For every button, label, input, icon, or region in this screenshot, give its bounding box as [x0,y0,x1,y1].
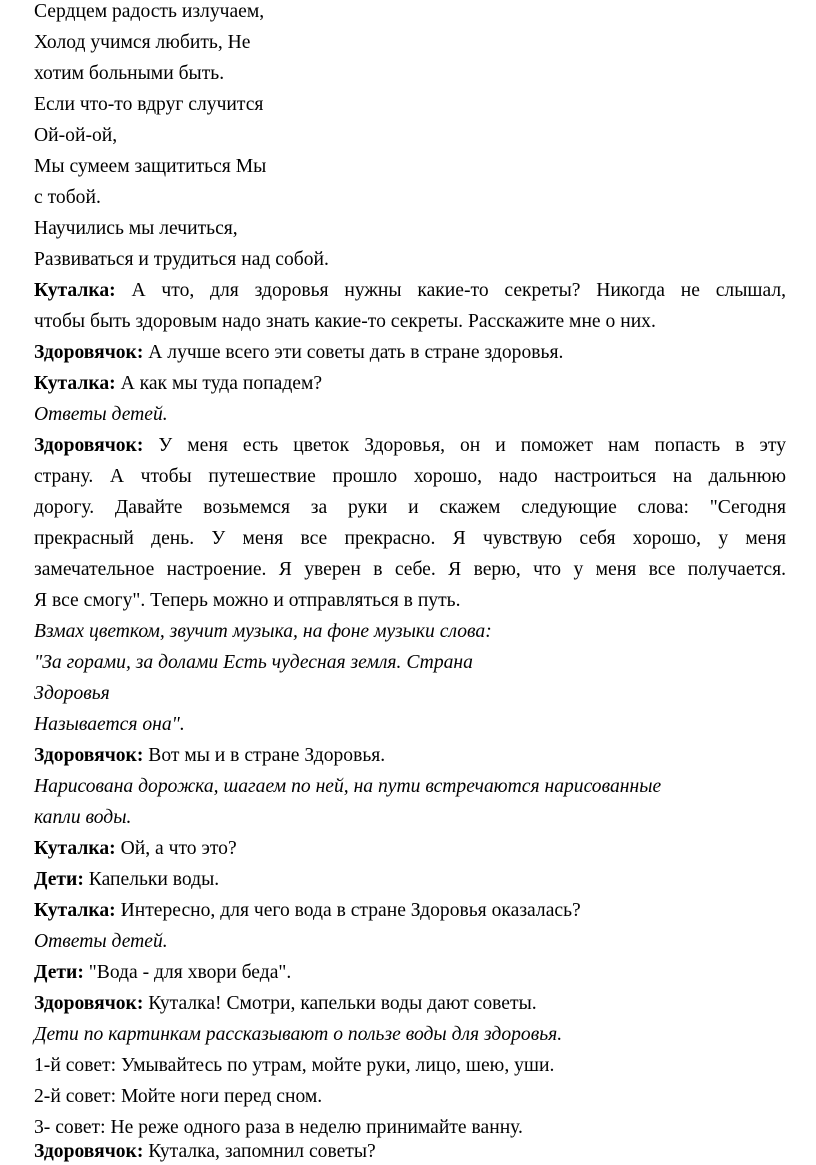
stage-direction: Нарисована дорожка, шагаем по ней, на пути встречаются нарисованные [34,776,662,797]
stage-direction: Здоровья [34,683,110,704]
dialogue-line: Здоровячок: Куталка, запомнил советы? [34,1141,376,1162]
speaker-name: Здоровячок: [34,435,144,456]
poem-line: Холод учимся любить, Не [34,32,251,53]
advice-line: 1-й совет: Умывайтесь по утрам, мойте руки, лицо, шею, уши. [34,1055,555,1076]
text-line: замечательное настроение. Я уверен в себе. Я верю, что у меня все получается. [34,559,786,580]
speaker-name: Здоровячок: [34,745,144,766]
stage-direction: Ответы детей. [34,404,168,425]
text-line: страну. А чтобы путешествие прошло хорошо, надо настроиться на дальнюю [34,466,786,487]
dialogue-line: Дети: Капельки воды. [34,869,220,890]
poem-line: Развиваться и трудиться над собой. [34,249,329,270]
dialogue-line: Куталка: А что, для здоровья нужны какие-то секреты? Никогда не слышал, [34,280,786,301]
poem-line: хотим больными быть. [34,63,225,84]
stage-direction: Ответы детей. [34,931,168,952]
dialogue-line: Здоровячок: Вот мы и в стране Здоровья. [34,745,386,766]
speaker-name: Куталка: [34,838,116,859]
advice-line: 3- совет: Не реже одного раза в неделю принимайте ванну. [34,1117,523,1138]
text-line: прекрасный день. У меня все прекрасно. Я чувствую себя хорошо, у меня [34,528,786,549]
dialogue-line: Куталка: Интересно, для чего вода в стране Здоровья оказалась? [34,900,581,921]
speaker-name: Здоровячок: [34,342,144,363]
speaker-name: Дети: [34,962,84,983]
stage-direction: Дети по картинкам рассказывают о пользе воды для здоровья. [34,1024,563,1045]
stage-direction: Называется она". [34,714,185,735]
stage-direction: капли воды. [34,807,132,828]
poem-line: Научились мы лечиться, [34,218,238,239]
poem-line: Мы сумеем защититься Мы [34,156,267,177]
speaker-name: Куталка: [34,373,116,394]
speaker-name: Здоровячок: [34,1141,144,1162]
dialogue-line: Здоровячок: Куталка! Смотри, капельки воды дают советы. [34,993,537,1014]
poem-line: с тобой. [34,187,101,208]
poem-line: Сердцем радость излучаем, [34,1,265,22]
text-line: чтобы быть здоровым надо знать какие-то секреты. Расскажите мне о них. [34,311,656,332]
poem-line: Если что-то вдруг случится [34,94,264,115]
stage-direction: "За горами, за долами Есть чудесная земля. Страна [34,652,473,673]
text-line: дорогу. Давайте возьмемся за руки и скажем следующие слова: "Сегодня [34,497,786,518]
advice-line: 2-й совет: Мойте ноги перед сном. [34,1086,323,1107]
dialogue-line: Куталка: Ой, а что это? [34,838,237,859]
speaker-name: Куталка: [34,280,116,301]
dialogue-line: Здоровячок: У меня есть цветок Здоровья, он и поможет нам попасть в эту [34,435,786,456]
dialogue-line: Куталка: А как мы туда попадем? [34,373,323,394]
text-line: Я все смогу". Теперь можно и отправляться в путь. [34,590,461,611]
dialogue-line: Здоровячок: А лучше всего эти советы дать в стране здоровья. [34,342,564,363]
poem-line: Ой-ой-ой, [34,125,118,146]
speaker-name: Здоровячок: [34,993,144,1014]
speaker-name: Куталка: [34,900,116,921]
dialogue-line: Дети: "Вода - для хвори беда". [34,962,292,983]
stage-direction: Взмах цветком, звучит музыка, на фоне музыки слова: [34,621,492,642]
speaker-name: Дети: [34,869,84,890]
